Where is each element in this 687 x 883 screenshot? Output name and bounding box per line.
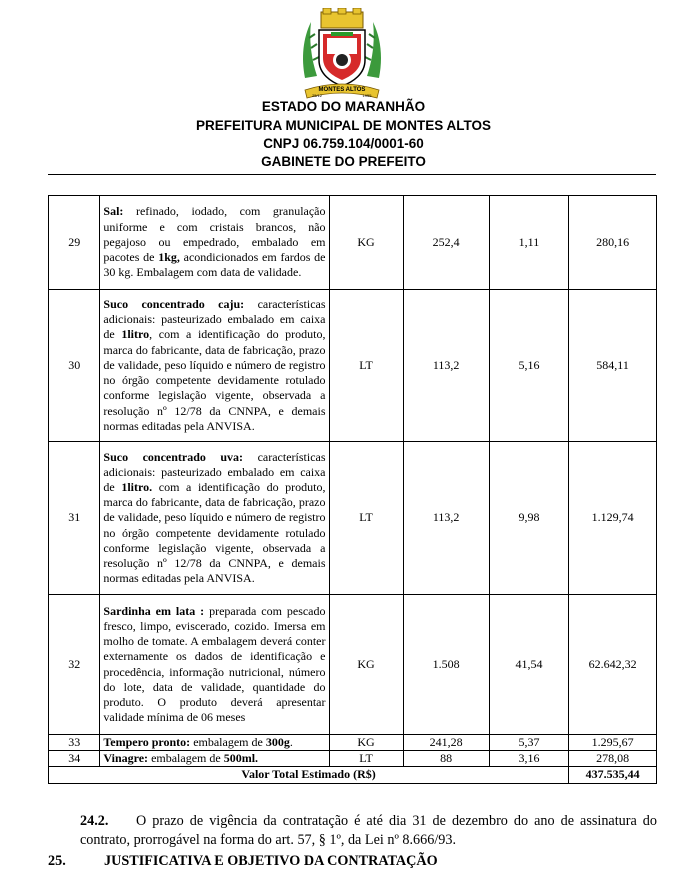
clause-24-2 [80, 812, 657, 850]
item-unit-price: 5,37 [489, 735, 568, 751]
item-total: 62.642,32 [569, 595, 657, 735]
item-desc: preparada com pescado fresco, limpo, eviscerado, cozido. Imersa em molho de tomate. A embalagem deverá conter externamente os dados de identificação e procedência, informação nutricional, número do lote, data de validade, quantidade do produto. O produto deverá apresentar validade mínima de 06 meses [103, 603, 326, 725]
item-unit-price: 3,16 [489, 751, 568, 767]
item-unit-price: 5,16 [489, 290, 568, 442]
item-name: Suco concentrado caju: [103, 297, 245, 312]
item-desc: refinado, iodado, com granulação uniforme e com cristais brancos, não pegajoso ou empedrado, embalado em pacotes de [103, 204, 326, 265]
crest-date-left: 25/12 [311, 93, 323, 98]
item-total: 1.129,74 [569, 442, 657, 595]
item-unit: KG [329, 196, 403, 290]
header-rule [48, 174, 656, 175]
item-unit-price: 1,11 [489, 196, 568, 290]
item-desc-bold: 1litro. [121, 479, 153, 494]
item-desc-rest: . [289, 735, 293, 749]
crest-banner-text: MONTES ALTOS [318, 87, 366, 93]
item-unit: LT [329, 290, 403, 442]
item-desc: características adicionais: pasteurizado embalado em caixa de [103, 449, 326, 494]
header-cnpj: CNPJ 06.759.104/0001-60 [263, 136, 424, 151]
item-description [100, 595, 329, 735]
item-number: 31 [49, 442, 100, 595]
crest-date-right: 1955 [362, 93, 372, 98]
item-quantity: 1.508 [403, 595, 489, 735]
item-description [100, 442, 329, 595]
item-desc-bold: 500ml. [223, 751, 259, 766]
item-desc: embalagem de [148, 751, 224, 766]
table-row [49, 735, 657, 751]
header-office: GABINETE DO PREFEITO [261, 154, 426, 169]
item-unit: KG [329, 595, 403, 735]
item-desc-rest: acondicionados em fardos de 30 kg. Embalagem com data de validade. [103, 250, 326, 280]
header-state: ESTADO DO MARANHÃO [261, 99, 426, 114]
item-desc-bold: 1litro [121, 327, 150, 342]
item-desc-bold: 300g [265, 735, 290, 749]
section-number: 25. [48, 853, 66, 869]
item-total: 584,11 [569, 290, 657, 442]
item-quantity: 113,2 [403, 290, 489, 442]
item-desc-rest: com a identificação do produto, marca do fabricante, data de fabricação, prazo de validade, peso líquido e número de registro no órgão competente devidamente rotulado conforme legislação vigente, observada a resolução nº 12/78 da CNNPA, e demais normas editadas pela ANVISA. [103, 479, 326, 586]
item-description [100, 290, 329, 442]
item-unit-price: 9,98 [489, 442, 568, 595]
header-prefecture: PREFEITURA MUNICIPAL DE MONTES ALTOS [195, 118, 491, 133]
items-table [48, 195, 657, 784]
item-description [100, 735, 329, 751]
total-value: 437.535,44 [569, 767, 657, 783]
item-total: 278,08 [569, 751, 657, 767]
municipal-crest-logo [297, 8, 387, 103]
item-total: 280,16 [569, 196, 657, 290]
item-desc-bold: 1kg, [158, 250, 180, 265]
item-description [100, 196, 329, 290]
item-name: Suco concentrado uva: [103, 449, 244, 464]
item-quantity: 88 [403, 751, 489, 767]
item-desc: características adicionais: pasteurizado embalado em caixa de [103, 297, 326, 342]
item-total: 1.295,67 [569, 735, 657, 751]
table-row [49, 595, 657, 735]
clause-text: O prazo de vigência da contratação é até dia 31 de dezembro do ano de assinatura do contrato, prorrogável na forma do art. 57, § 1º, da Lei nº 8.666/93. [80, 813, 657, 848]
item-unit: KG [329, 735, 403, 751]
item-name: Vinagre: [103, 751, 149, 766]
item-unit-price: 41,54 [489, 595, 568, 735]
table-row [49, 442, 657, 595]
item-name: Tempero pronto: [103, 735, 191, 749]
item-number: 33 [49, 735, 100, 751]
item-desc: embalagem de [190, 735, 266, 749]
total-label: Valor Total Estimado (R$) [49, 767, 569, 783]
item-number: 29 [49, 196, 100, 290]
section-title: JUSTIFICATIVA E OBJETIVO DA CONTRATAÇÃO [104, 853, 438, 869]
item-number: 32 [49, 595, 100, 735]
item-number: 30 [49, 290, 100, 442]
item-quantity: 241,28 [403, 735, 489, 751]
item-unit: LT [329, 442, 403, 595]
table-row [49, 751, 657, 767]
item-number: 34 [49, 751, 100, 767]
section-heading [48, 853, 438, 870]
item-name: Sal: [103, 204, 124, 219]
item-name: Sardinha em lata : [103, 603, 205, 618]
total-row [49, 767, 657, 783]
item-quantity: 113,2 [403, 442, 489, 595]
item-quantity: 252,4 [403, 196, 489, 290]
item-unit: LT [329, 751, 403, 767]
table-row [49, 290, 657, 442]
clause-number: 24.2. [80, 813, 109, 829]
table-row [49, 196, 657, 290]
item-desc-rest: , com a identificação do produto, marca do fabricante, data de fabricação, prazo de validade, peso líquido e número de registro no órgão competente devidamente rotulado conforme legislação vigente, observada a resolução nº 12/78 da CNNPA, e demais normas editadas pela ANVISA. [103, 327, 326, 433]
item-description [100, 751, 329, 767]
